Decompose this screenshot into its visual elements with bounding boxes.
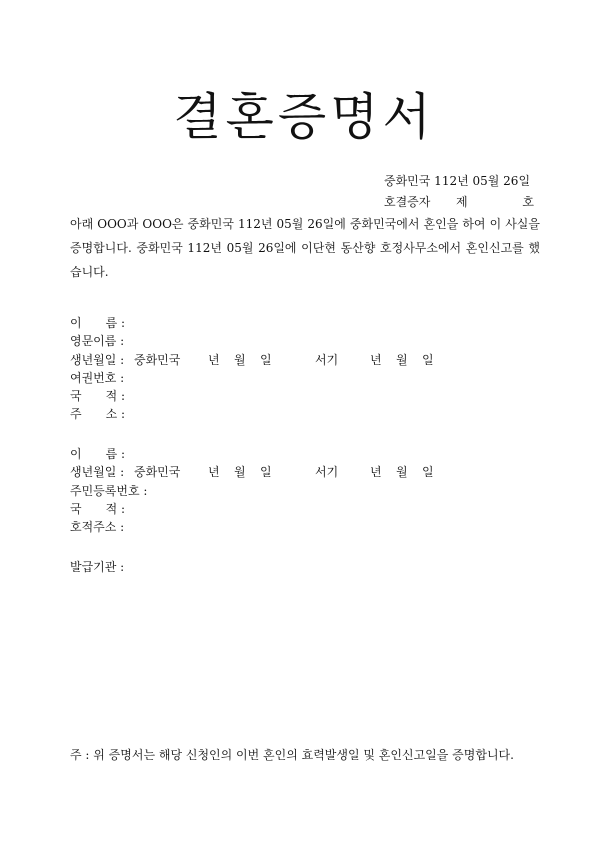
issuer-label: 발급기관 : (70, 560, 125, 574)
person2-family-address-row (70, 518, 147, 536)
person1-birth-year-unit: 년 (208, 352, 220, 367)
person2-birth-row (70, 463, 434, 481)
person2-western-day-unit: 일 (422, 465, 434, 480)
person1-nationality-row (70, 387, 125, 405)
person1-birth-day-unit: 일 (260, 352, 272, 367)
person1-fields (70, 314, 434, 424)
footnote: 주 : 위 증명서는 해당 신청인의 이번 혼인의 효력발생일 및 혼인신고일을 증명합니다. (70, 748, 514, 762)
issuer-row (70, 558, 124, 576)
person2-birth-era: 중화민국 (134, 465, 181, 480)
person1-birth-label: 생년월일 : (70, 352, 125, 367)
person1-nationality-label: 국 적 : (70, 389, 126, 404)
person1-western-day-unit: 일 (422, 352, 434, 367)
person1-english-name-row (70, 332, 125, 350)
person2-birth-label: 생년월일 : (70, 465, 125, 480)
person1-address-label: 주 소 : (70, 407, 126, 422)
person2-western-month-unit: 월 (396, 465, 408, 480)
person1-name-row (70, 314, 125, 332)
document-title: 결혼증명서 (173, 88, 435, 146)
person2-id-row (70, 482, 147, 500)
person1-birth-month-unit: 월 (234, 352, 246, 367)
person2-family-address-label: 호적주소 : (70, 520, 125, 535)
person1-western-year-unit: 년 (370, 352, 382, 367)
issue-date: 중화민국 112년 05월 26일 (384, 174, 531, 188)
issuer-block (70, 558, 124, 576)
person1-name-label: 이 름 : (70, 316, 126, 330)
person2-birth-year-unit: 년 (208, 465, 220, 480)
person1-western-month-unit: 월 (396, 352, 408, 367)
person2-name-row (70, 445, 147, 463)
person2-fields (70, 445, 434, 536)
person2-western-label: 서기 (315, 465, 339, 480)
person1-birth-era: 중화민국 (134, 352, 181, 367)
person2-nationality-label: 국 적 : (70, 501, 126, 516)
person1-english-name-label: 영문이름 : (70, 334, 125, 349)
person2-birth-day-unit: 일 (260, 465, 272, 480)
person2-id-label: 주민등록번호 : (70, 483, 148, 498)
person2-nationality-row (70, 500, 147, 518)
person2-western-year-unit: 년 (370, 465, 382, 480)
person2-name-label: 이 름 : (70, 447, 126, 461)
certification-paragraph: 아래 OOO과 OOO은 중화민국 112년 05월 26일에 중화민국에서 혼인을 하여 이 사실을 증명합니다. 중화민국 112년 05월 26일에 이단현 동산향 호정사무소에서 혼인신고를 했습니다. (70, 217, 540, 279)
person1-birth-row (70, 351, 434, 369)
person1-address-row (70, 405, 125, 423)
registration-ho: 호 (522, 195, 534, 209)
person1-passport-row (70, 369, 125, 387)
person1-western-label: 서기 (315, 352, 339, 367)
person1-passport-label: 여권번호 : (70, 370, 125, 385)
registration-label: 호결증자 (384, 195, 431, 209)
registration-je: 제 (456, 195, 468, 209)
person2-birth-month-unit: 월 (234, 465, 246, 480)
